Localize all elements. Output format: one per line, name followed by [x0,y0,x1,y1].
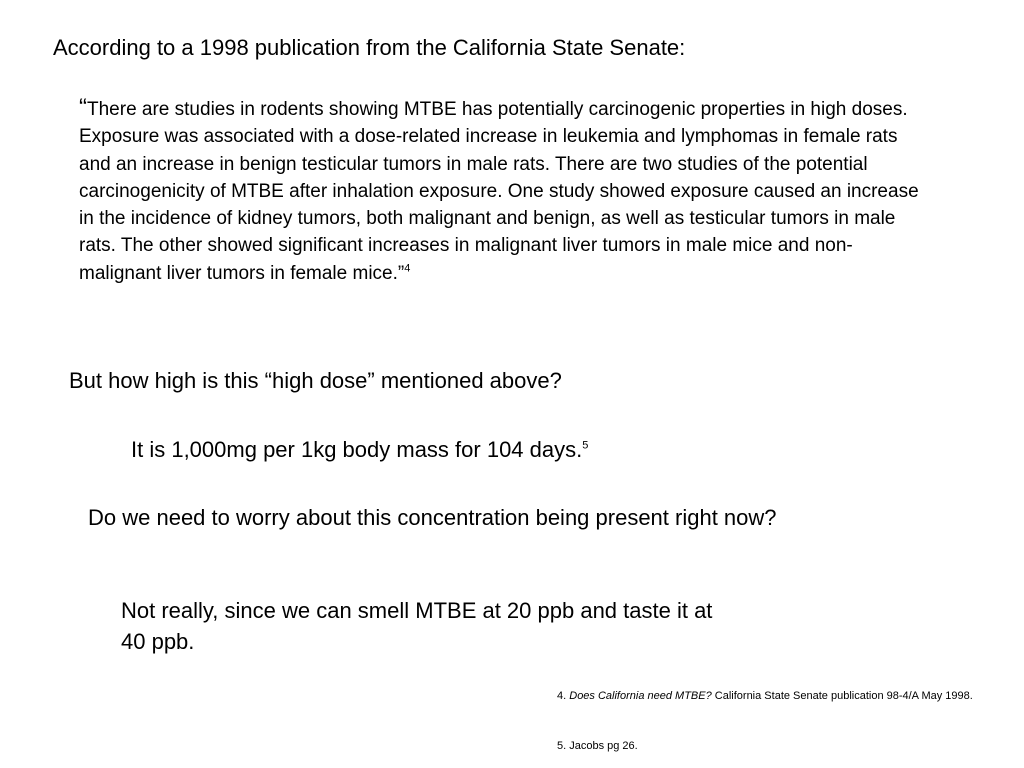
footnote-4-number: 4. [557,690,567,702]
footnote-4-source: California State Senate publication 98-4/A May 1998. [714,690,973,702]
footnote-4-title: Does California need MTBE? [569,690,712,702]
footnote-5: 5. Jacobs pg 26. [557,740,638,752]
high-dose-answer [131,435,588,465]
worry-question: Do we need to worry about this concentration being present right now? [88,505,777,530]
high-dose-answer-text: It is 1,000mg per 1kg body mass for 104 days. [131,437,583,462]
intro-heading: According to a 1998 publication from the California State Senate: [53,35,686,60]
footnote-4 [557,688,977,704]
high-dose-question: But how high is this “high dose” mentioned above? [69,368,562,393]
quote-open-mark: “ [79,94,87,121]
worry-answer: Not really, since we can smell MTBE at 20 ppb and taste it at 40 ppb. [121,598,713,654]
senate-quote [79,94,919,287]
quote-text: There are studies in rodents showing MTBE has potentially carcinogenic properties in high doses. Exposure was associated with a dose-related increase in leukemia and lymphomas in female rats and an increase in benign testicular tumors in male rats. There are two studies of the potential carcinogenicity of MTBE after inhalation exposure. One study showed exposure caused an increase in the incidence of kidney tumors, both malignant and benign, as well as testicular tumors in male rats. The other showed significant increases in malignant liver tumors in male mice and non-malignant liver tumors in female mice.” [79,99,919,284]
answer-footnote-ref: 5 [582,439,589,452]
quote-footnote-ref: 4 [404,262,411,275]
